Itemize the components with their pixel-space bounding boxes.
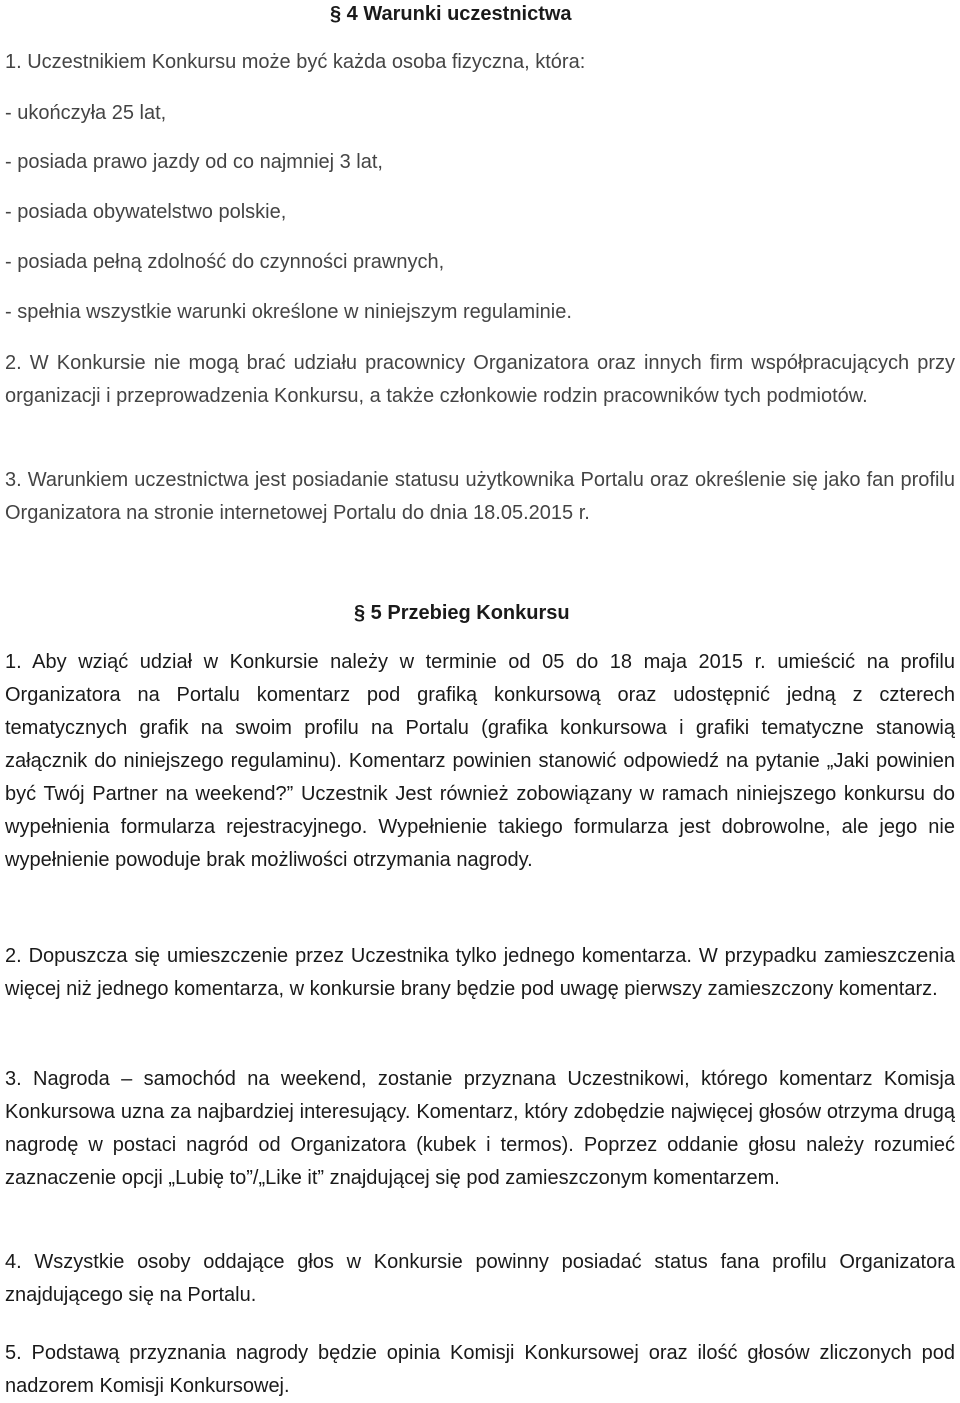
section-5-item-1: 1. Aby wziąć udział w Konkursie należy w terminie od 05 do 18 maja 2015 r. umieścić na profilu Organizatora na Portalu komentarz pod grafiką konkursową oraz udostępnić jedną z czterech tematycznych grafik na swoim profilu na Portalu (grafika konkursowa i grafiki tematyczne stanowią załącznik do niniejszego regulaminu). Komentarz powinien stanowić odpowiedź na pytanie „Jaki powinien być Twój Partner na weekend?” Uczestnik Jest również zobowiązany w ramach niniejszego konkursu do wypełnienia formularza rejestracyjnego. Wypełnienie takiego formularza jest dobrowolne, ale jego nie wypełnienie powoduje brak możliwości otrzymania nagrody.	[5, 651, 955, 871]
condition-legal-capacity: - posiada pełną zdolność do czynności prawnych,	[5, 251, 445, 273]
section-5-item-5: 5. Podstawą przyznania nagrody będzie opinia Komisji Konkursowej oraz ilość głosów zliczonych pod nadzorem Komisji Konkursowej.	[5, 1342, 955, 1397]
section-4-item-1-intro: 1. Uczestnikiem Konkursu może być każda osoba fizyczna, która:	[5, 51, 586, 73]
section-4-item-3: 3. Warunkiem uczestnictwa jest posiadanie statusu użytkownika Portalu oraz określenie się jako fan profilu Organizatora na stronie internetowej Portalu do dnia 18.05.2015 r.	[5, 469, 955, 524]
section-5-heading: § 5 Przebieg Konkursu	[354, 602, 570, 624]
section-5-item-4: 4. Wszystkie osoby oddające głos w Konkursie powinny posiadać status fana profilu Organizatora znajdującego się na Portalu.	[5, 1251, 955, 1306]
condition-citizenship: - posiada obywatelstwo polskie,	[5, 201, 287, 223]
section-4-item-2: 2. W Konkursie nie mogą brać udziału pracownicy Organizatora oraz innych firm współpracujących przy organizacji i przeprowadzenia Konkursu, a także członkowie rodzin pracowników tych podmiotów.	[5, 352, 955, 407]
condition-driving-license: - posiada prawo jazdy od co najmniej 3 lat,	[5, 151, 383, 173]
section-5-item-2: 2. Dopuszcza się umieszczenie przez Uczestnika tylko jednego komentarza. W przypadku zamieszczenia więcej niż jednego komentarza, w konkursie brany będzie pod uwagę pierwszy zamieszczony komentarz.	[5, 945, 955, 1000]
section-4-heading: § 4 Warunki uczestnictwa	[330, 3, 572, 25]
condition-rules: - spełnia wszystkie warunki określone w niniejszym regulaminie.	[5, 301, 572, 323]
condition-age: - ukończyła 25 lat,	[5, 102, 167, 124]
section-5-item-3: 3. Nagroda – samochód na weekend, zostanie przyznana Uczestnikowi, którego komentarz Komisja Konkursowa uzna za najbardziej interesujący. Komentarz, który zdobędzie najwięcej głosów otrzyma drugą nagrodę w postaci nagród od Organizatora (kubek i termos). Poprzez oddanie głosu należy rozumieć zaznaczenie opcji „Lubię to”/„Like it” znajdującej się pod zamieszczonym komentarzem.	[5, 1068, 955, 1189]
